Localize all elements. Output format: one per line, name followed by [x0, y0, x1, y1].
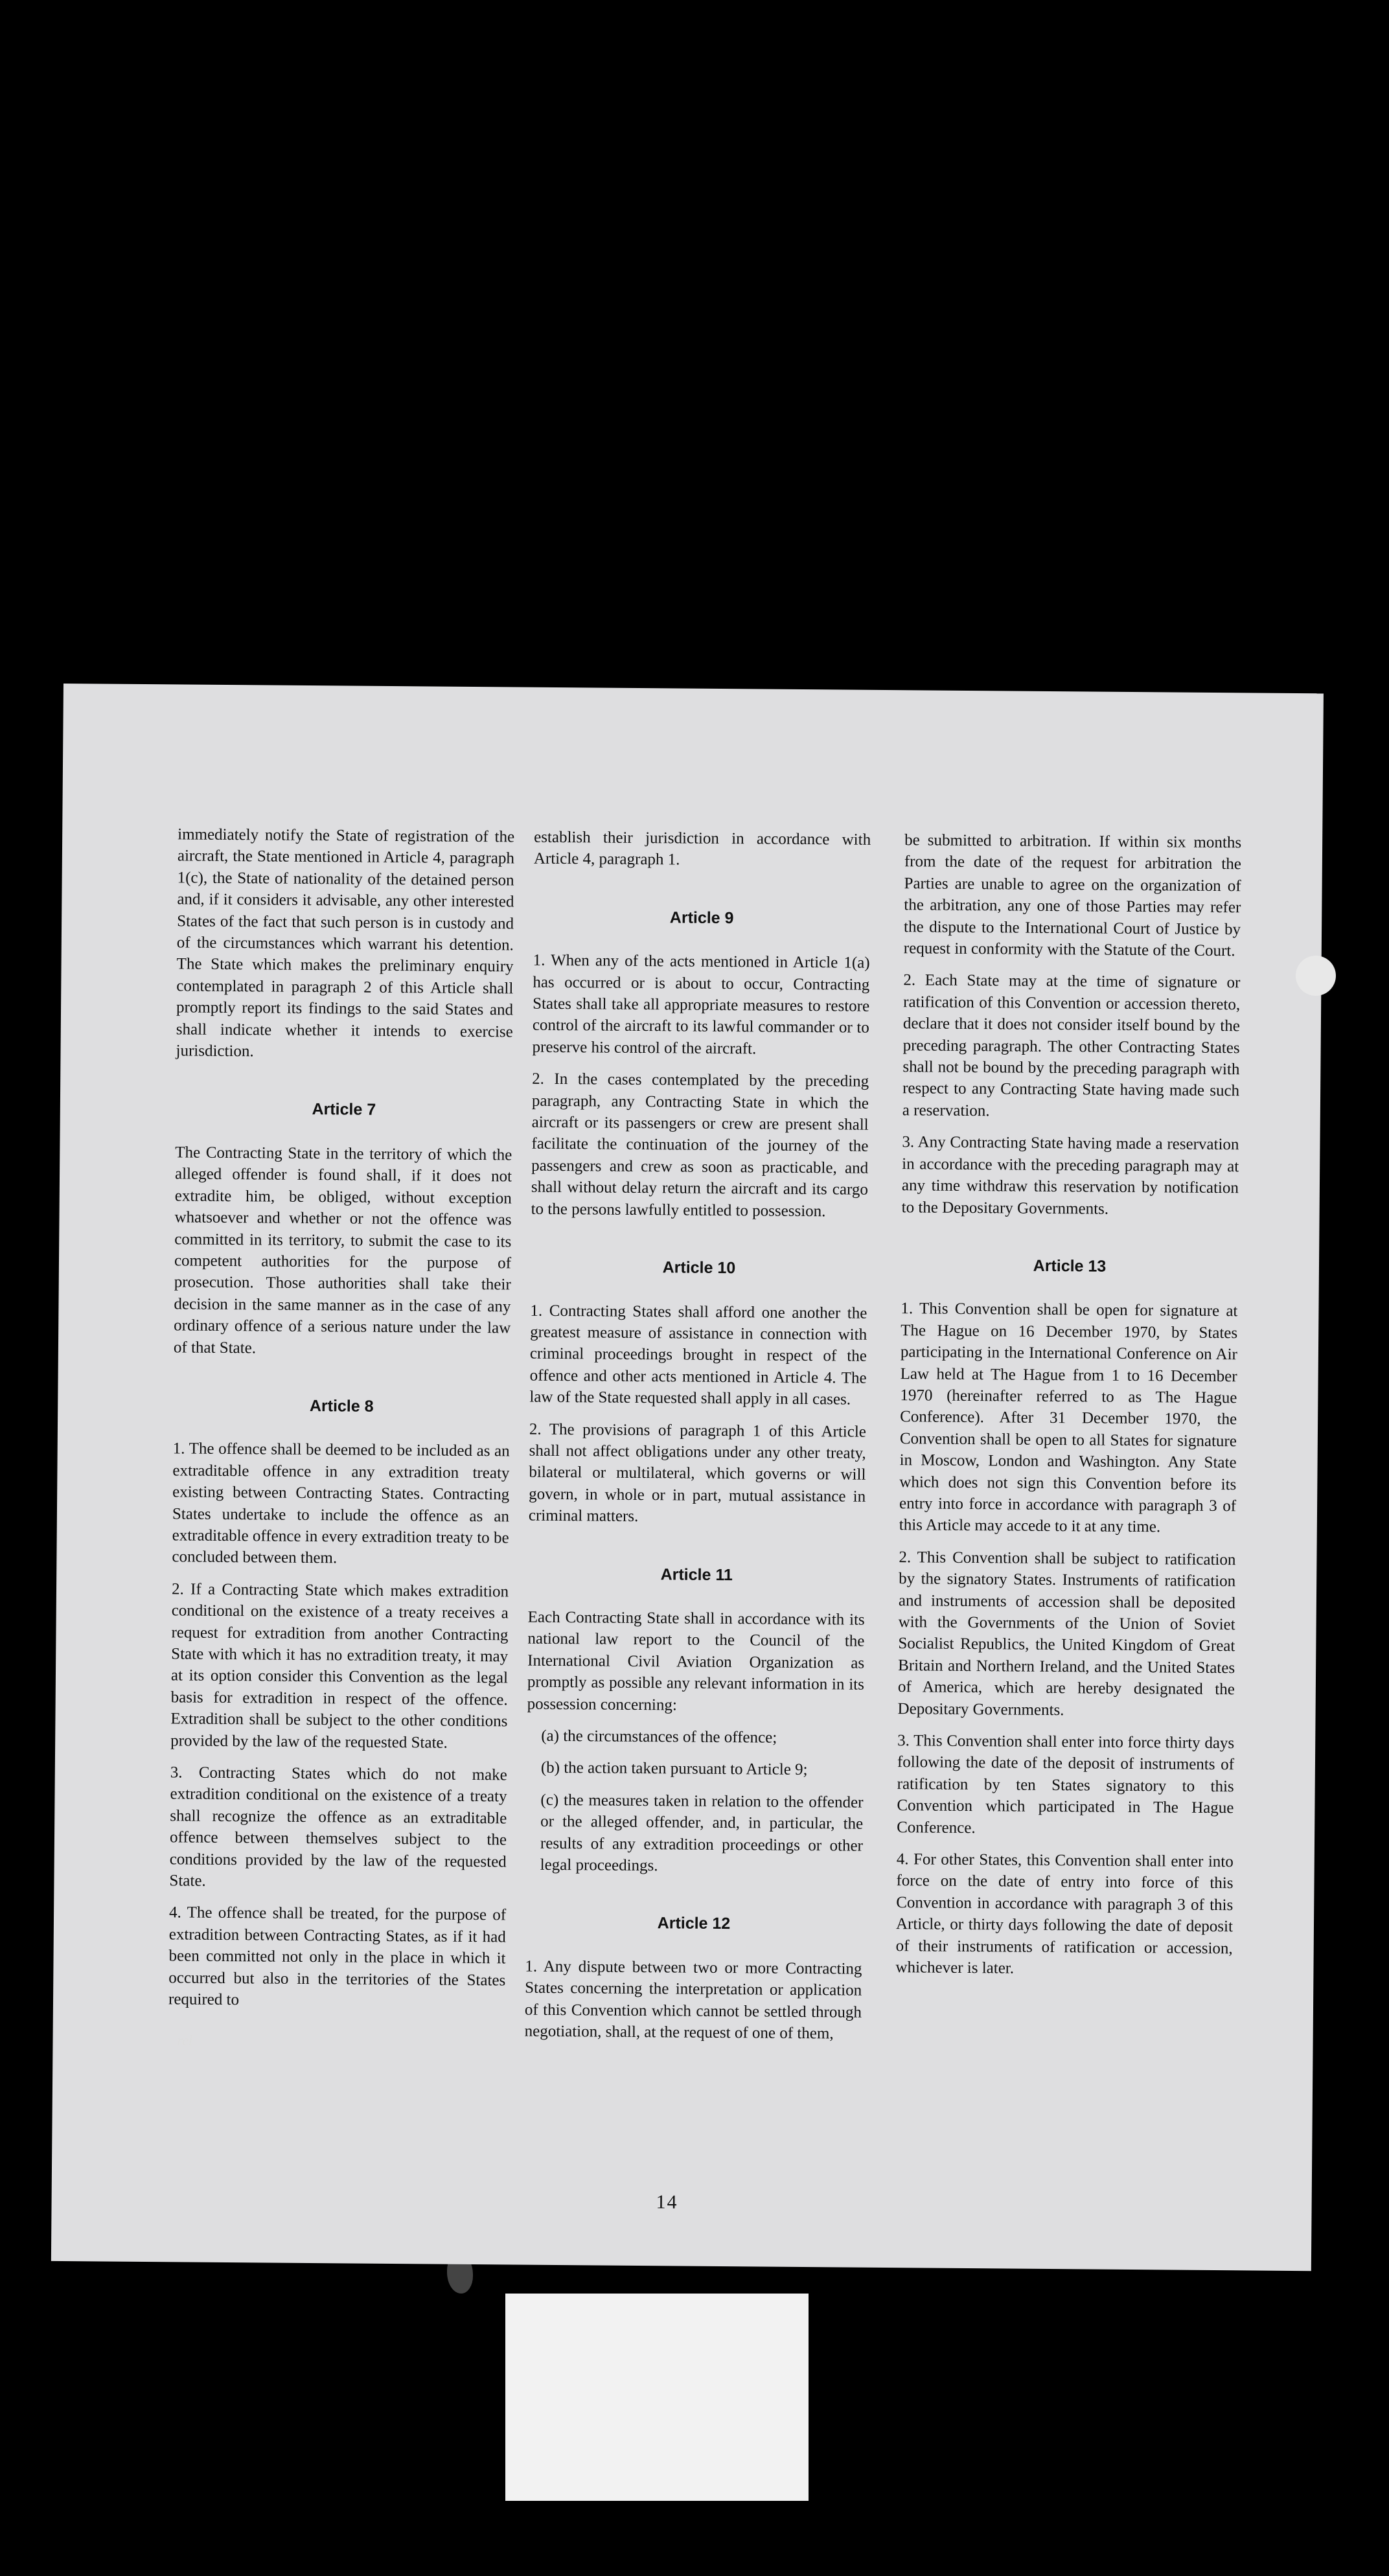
paragraph: 2. In the cases contemplated by the preceding paragraph, any Contracting State in which the aircraft or its passengers or crew are present shall facilitate the continuation of the journey of the passengers and crew as soon as practicable, and shall without delay return the aircraft and its cargo to the persons lawfully entitled to possession. [531, 1070, 869, 1220]
paragraph: establish their jurisdiction in accordance with Article 4, paragraph 1. [533, 828, 871, 869]
list-item: (b) the action taken pursuant to Article 9; [540, 1759, 808, 1779]
paragraph: 1. The offence shall be deemed to be included as an extraditable offence in any extradition treaty existing between Contracting States. Contracting States undertake to include the offence as an extraditable offence in every extradition treaty to be concluded between them. [172, 1440, 510, 1567]
column-1 [168, 823, 514, 2023]
paragraph: 2. Each State may at the time of signature or ratification of this Convention or accession thereto, declare that it does not consider itself bound by the preceding paragraph. The other Contracting States shall not be bound by the preceding paragraph with respect to any Contracting State having made such a reservation. [902, 971, 1241, 1120]
list-item: (c) the measures taken in relation to the offender or the alleged offender, and, in particular, the results of any extradition proceedings or other legal proceedings. [540, 1791, 864, 1875]
article-8-heading: Article 8 [309, 1396, 374, 1416]
paragraph: 3. This Convention shall enter into force thirty days following the date of the deposit of instruments of ratification by ten States signatory to this Convention which participated in The Hague Conference. [897, 1732, 1235, 1837]
column-2 [524, 827, 871, 2055]
article-10-heading: Article 10 [662, 1258, 736, 1278]
paragraph: 4. The offence shall be treated, for the purpose of extradition between Contracting States, as if it had been committed not only in the place in which it occurred but also in the territories of the States required to [168, 1903, 507, 2009]
paragraph: 1. This Convention shall be open for signature at The Hague on 16 December 1970, by States participating in the International Conference on Air Law held at The Hague from 1 to 16 December 1970 (hereinafter referred to as The Hague Conference). After 31 December 1970, the Convention shall be open to all States for signature in Moscow, London and Washington. Any State which does not sign this Convention before its entry into force in accordance with paragraph 3 of this Article may accede to it at any time. [899, 1300, 1238, 1536]
column-3 [895, 829, 1241, 1992]
paragraph: The Contracting State in the territory of which the alleged offender is found shall, if it does not extradite him, be obliged, without exception whatsoever and whether or not the offence was committed in its territory, to submit the case to its competent authorities for the purpose of prosecution. Those authorities shall take their decision in the same manner as in the case of any ordinary offence of a serious nature under the law of that State. [173, 1144, 512, 1357]
binder-hole [1296, 956, 1336, 996]
paragraph: immediately notify the State of registration of the aircraft, the State mentioned in Article 4, paragraph 1(c), the State of nationality of the detained person and, if it considers it advisable, any other interested States of the fact that such person is in custody and of the circumstances which warrant his detention. The State which makes the preliminary enquiry contemplated in paragraph 2 of this Article shall promptly report its findings to the said States and shall indicate whether it intends to exercise jurisdiction. [176, 825, 515, 1061]
paragraph: 1. When any of the acts mentioned in Article 1(a) has occurred or is about to occur, Contracting States shall take all appropriate measures to restore control of the aircraft to its lawful commander or to preserve his control of the aircraft. [532, 951, 870, 1058]
paragraph: 4. For other States, this Convention shall enter into force on the date of entry into force of this Convention in accordance with paragraph 3 of this Article, or thirty days following the date of deposit of their instruments of ratification or accession, whichever is later. [895, 1850, 1234, 1977]
article-12-heading: Article 12 [657, 1914, 731, 1933]
paragraph: 2. This Convention shall be subject to ratification by the signatory States. Instruments of ratification and instruments of accession shall be deposited with the Governments of the Union of Soviet Socialist Republics, the United Kingdom of Great Britain and Northern Ireland, and the United States of America, which are hereby designated the Depositary Governments. [897, 1548, 1236, 1719]
scan-tab [505, 2294, 809, 2501]
article-7-heading: Article 7 [312, 1100, 376, 1120]
list-item: (a) the circumstances of the offence; [541, 1727, 777, 1747]
article-11-heading: Article 11 [660, 1565, 733, 1584]
margin-note: rel [177, 2032, 193, 2049]
article-13-heading: Article 13 [1033, 1256, 1107, 1276]
paragraph: 2. The provisions of paragraph 1 of this Article shall not affect obligations under any other treaty, bilateral or multilateral, which governs or will govern, in whole or in part, mutual assistance in criminal matters. [528, 1420, 867, 1526]
paragraph: 2. If a Contracting State which makes extradition conditional on the existence of a treaty receives a request for extradition from another Contracting State with which it has no extradition treaty, it may at its option consider this Convention as the legal basis for extradition in respect of the offence. Extradition shall be subject to the other conditions provided by the law of the requested State. [170, 1580, 509, 1752]
paragraph: Each Contracting State shall in accordance with its national law report to the Council of the International Civil Aviation Organization as promptly as possible any relevant information in its possession concerning: [527, 1608, 865, 1714]
paragraph: 1. Any dispute between two or more Contracting States concerning the interpretation or application of this Convention which cannot be settled through negotiation, shall, at the request of one of them, [524, 1957, 862, 2043]
paragraph: 1. Contracting States shall afford one another the greatest measure of assistance in connection with criminal proceedings brought in respect of the offence and other acts mentioned in Article 4. The law of the State requested shall apply in all cases. [529, 1302, 867, 1409]
paragraph: be submitted to arbitration. If within six months from the date of the request for arbitration the Parties are unable to agree on the organization of the arbitration, any one of those Parties may refer the dispute to the International Court of Justice by request in conformity with the Statute of the Court. [903, 831, 1242, 960]
page-number: 14 [656, 2191, 678, 2213]
document-page [51, 684, 1324, 2271]
paragraph: 3. Contracting States which do not make extradition conditional on the existence of a treaty shall recognize the offence as an extraditable offence between themselves subject to the conditions provided by the law of the requested State. [169, 1764, 507, 1890]
article-9-heading: Article 9 [669, 908, 734, 927]
paragraph: 3. Any Contracting State having made a reservation in accordance with the preceding paragraph may at any time withdraw this reservation by notification to the Depositary Governments. [901, 1133, 1239, 1218]
